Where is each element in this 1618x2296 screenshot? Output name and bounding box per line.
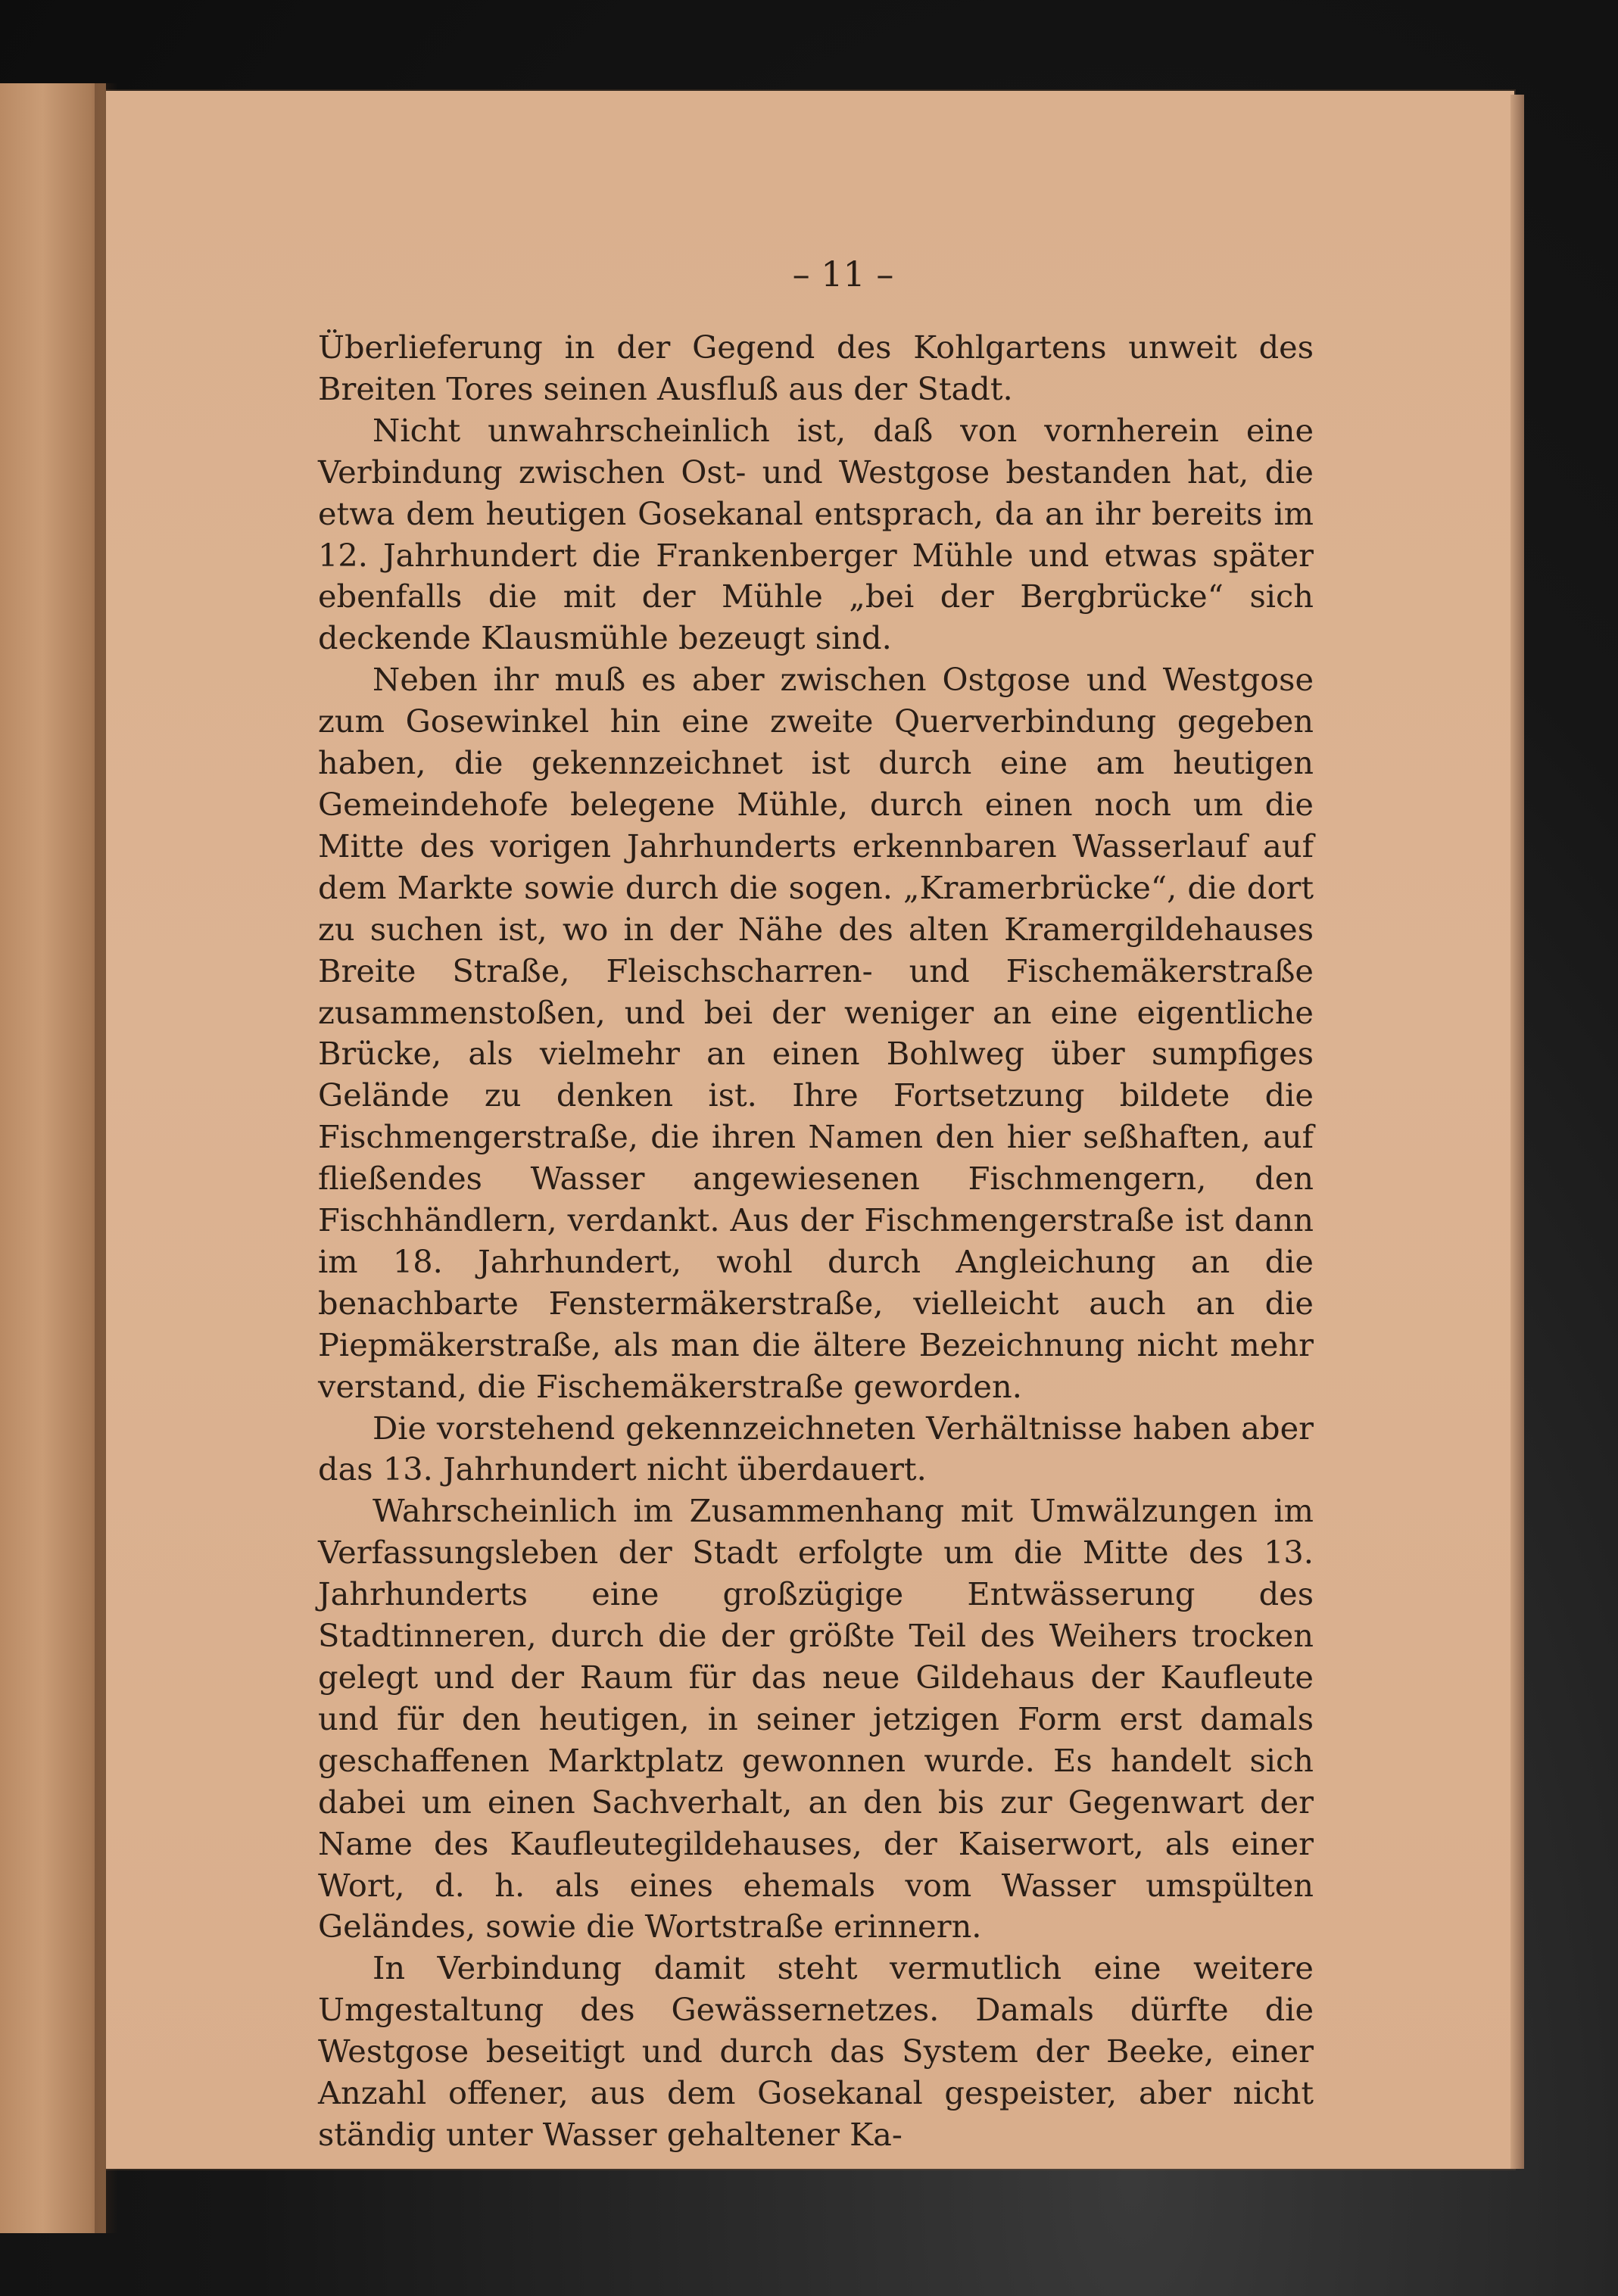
- paragraph-6: In Verbindung damit steht vermutlich eine weitere Umgestaltung des Gewässernetzes. Damals dürfte die Westgose beseitigt und durch das System der Beeke, einer Anzahl offener, aus dem Gosekanal gespeister, aber nicht ständig unter Wasser gehaltener Ka-: [318, 1949, 1314, 2153]
- page-edge-right: [1510, 95, 1524, 2169]
- facing-page-edge: [0, 83, 106, 2233]
- page-number: – 11 –: [792, 254, 894, 294]
- paragraph-2: Nicht unwahrscheinlich ist, daß von vornherein eine Verbindung zwischen Ost- und Westgose bestanden hat, die etwa dem heutigen Gosekanal entsprach, da an ihr bereits im 12. Jahrhundert die Frankenberger Mühle und etwas später ebenfalls die mit der Mühle „bei der Bergbrücke“ sich deckende Klausmühle bezeugt sind.: [318, 411, 1314, 657]
- body-text: [318, 327, 1314, 2156]
- paragraph-5: Wahrscheinlich im Zusammenhang mit Umwälzungen im Verfassungsleben der Stadt erfolgte um die Mitte des 13. Jahrhunderts eine großzügige Entwässerung des Stadtinneren, durch die der größte Teil des Weihers trocken gelegt und der Raum für das neue Gildehaus der Kaufleute und für den heutigen, in seiner jetzigen Form erst damals geschaffenen Marktplatz gewonnen wurde. Es handelt sich dabei um einen Sachverhalt, an den bis zur Gegenwart der Name des Kaufleutegildehauses, der Kaiserwort, als einer Wort, d. h. als eines ehemals vom Wasser umspülten Geländes, sowie die Wortstraße erinnern.: [318, 1492, 1314, 1946]
- paragraph-1: Überlieferung in der Gegend des Kohlgartens unweit des Breiten Tores seinen Ausfluß aus der Stadt.: [318, 329, 1314, 407]
- paragraph-3: Neben ihr muß es aber zwischen Ostgose und Westgose zum Gosewinkel hin eine zweite Querverbindung gegeben haben, die gekennzeichnet ist durch eine am heutigen Gemeindehofe belegene Mühle, durch einen noch um die Mitte des vorigen Jahrhunderts erkennbaren Wasserlauf auf dem Markte sowie durch die sogen. „Kramerbrücke“, die dort zu suchen ist, wo in der Nähe des alten Kramergildehauses Breite Straße, Fleischscharren- und Fischemäkerstraße zusammenstoßen, und bei der weniger an eine eigentliche Brücke, als vielmehr an einen Bohlweg über sumpfiges Gelände zu denken ist. Ihre Fortsetzung bildete die Fischmengerstraße, die ihren Namen den hier seßhaften, auf fließendes Wasser angewiesenen Fischmengern, den Fischhändlern, verdankt. Aus der Fischmengerstraße ist dann im 18. Jahrhundert, wohl durch Angleichung an die benachbarte Fenstermäkerstraße, vielleicht auch an die Piepmäkerstraße, als man die ältere Bezeichnung nicht mehr verstand, die Fischemäkerstraße geworden.: [318, 661, 1314, 1405]
- paragraph-4: Die vorstehend gekennzeichneten Verhältnisse haben aber das 13. Jahrhundert nicht überdauert.: [318, 1409, 1314, 1488]
